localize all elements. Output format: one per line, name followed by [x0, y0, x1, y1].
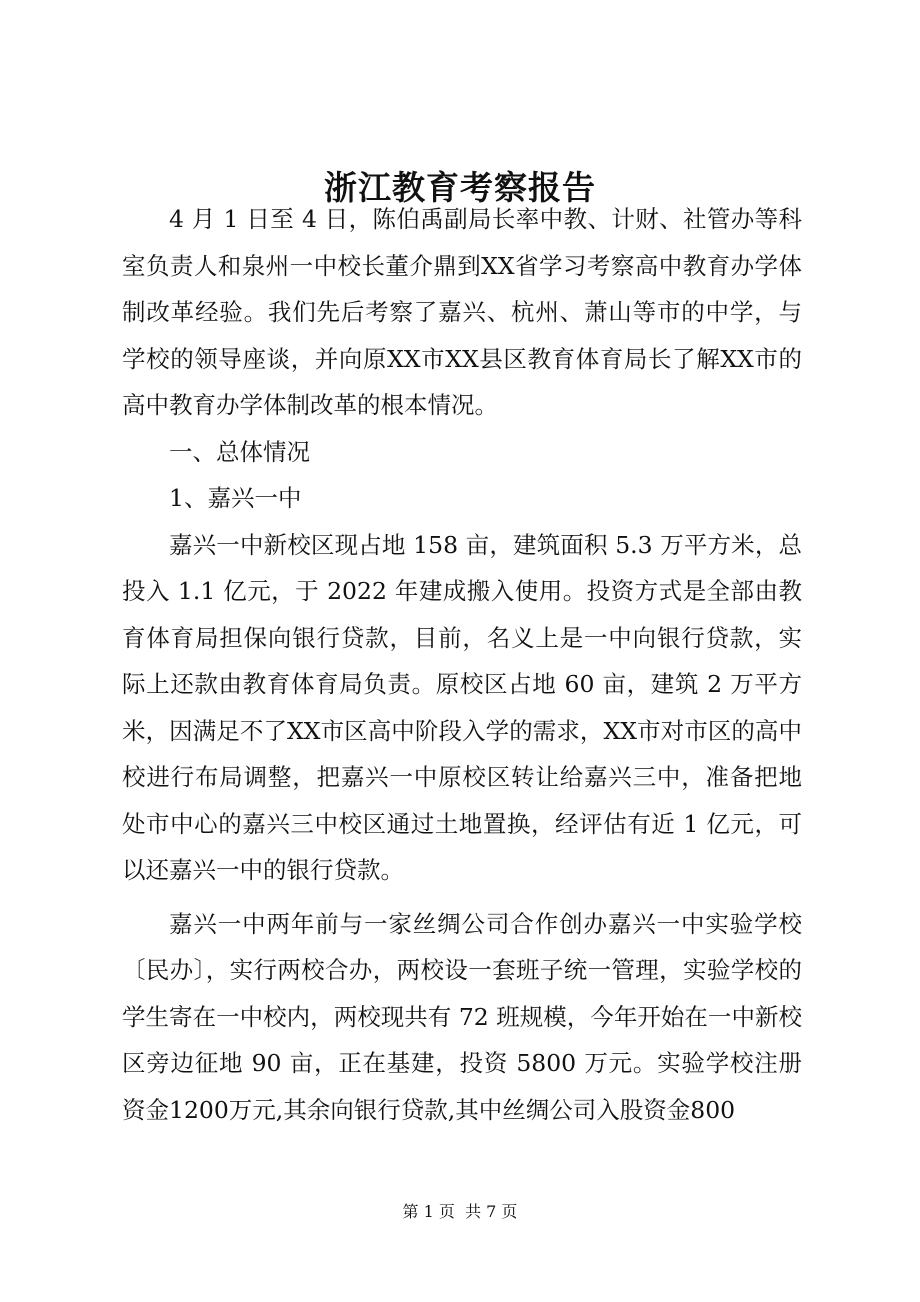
section-heading: 一、总体情况 — [169, 437, 310, 466]
document-body — [122, 196, 802, 1133]
subsection-heading: 1、嘉兴一中 — [169, 484, 302, 512]
paragraph-jiaxing-campus: 嘉兴一中新校区现占地 158 亩，建筑面积 5.3 万平方米，总投入 1.1 亿元，于 2022 年建成搬入使用。投资方式是全部由教育体育局担保向银行贷款，目前，名义上是一中向银行贷款，实际上还款由教育体育局负责。原校区占地 60 亩，建筑 2 万平方米，因满足不了XX市区高中阶段入学的需求，XX市对市区的高中校进行布局调整，把嘉兴一中原校区转让给嘉兴三中，准备把地处市中心的嘉兴三中校区通过土地置换，经评估有近 1 亿元，可以还嘉兴一中的银行贷款。 — [122, 530, 802, 884]
paragraph-intro: 4 月 1 日至 4 日，陈伯禹副局长率中教、计财、社管办等科室负责人和泉州一中校长董介鼎到XX省学习考察高中教育办学体制改革经验。我们先后考察了嘉兴、杭州、萧山等市的中学，与学校的领导座谈，并向原XX市XX县区教育体育局长了解XX市的高中教育办学体制改革的根本情况。 — [122, 205, 802, 419]
page-number: 第 1 页 共 7 页 — [402, 1202, 518, 1221]
page-footer — [0, 1200, 920, 1224]
document-title: 浙江教育考察报告 — [324, 168, 596, 207]
paragraph-jiaxing-experimental-school: 嘉兴一中两年前与一家丝绸公司合作创办嘉兴一中实验学校〔民办〕，实行两校合办，两校设一套班子统一管理，实验学校的学生寄在一中校内，两校现共有 72 班规模，今年开始在一中新校区旁边征地 90 亩，正在基建，投资 5800 万元。实验学校注册资金1200万元,其余向银行贷款,其中丝绸公司入股资金800 — [122, 909, 802, 1124]
